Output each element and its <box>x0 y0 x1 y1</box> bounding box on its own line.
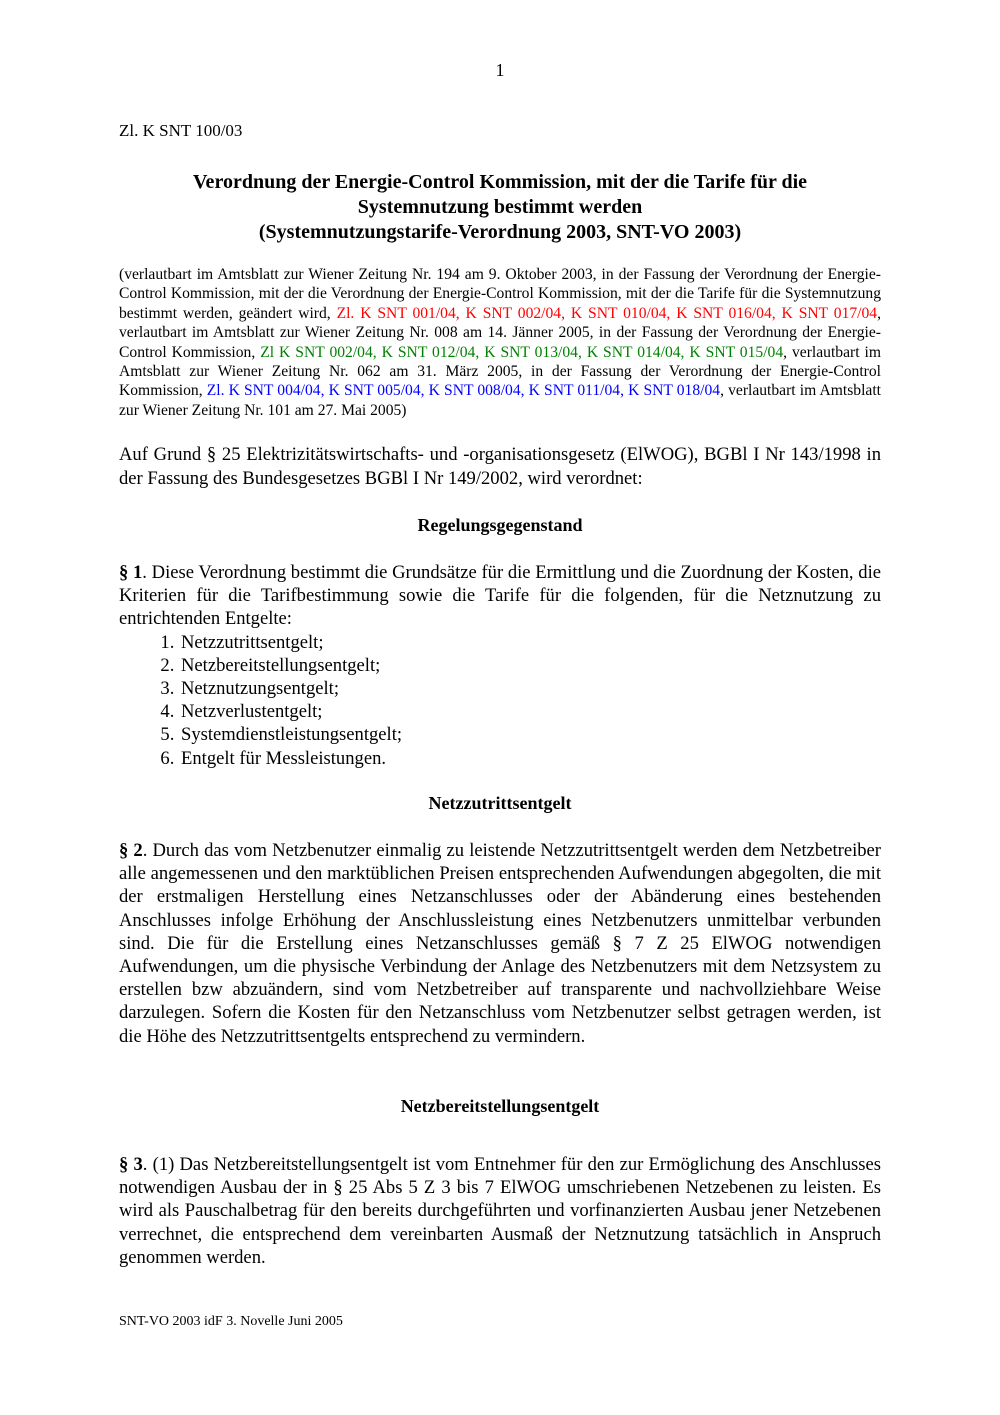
amendment-refs-red: Zl. K SNT 001/04, K SNT 002/04, K SNT 010/04, K SNT 016/04, K SNT 017/04 <box>336 304 878 322</box>
list-item: 6. Entgelt für Messleistungen. <box>179 747 881 770</box>
list-item: 4. Netzverlustentgelt; <box>179 700 881 723</box>
section-label: § 2 <box>119 840 143 861</box>
note-text: , verlautbart im Amtsblatt zur Wiener Zeitung Nr. 062 am 31. März 2005, in der Fassung der Verordnung der Energie-Control Kommission, <box>119 343 881 400</box>
amendment-refs-green: Zl K SNT 002/04, K SNT 012/04, K SNT 013/04, K SNT 014/04, K SNT 015/04 <box>260 343 784 361</box>
section-heading: Netzzutrittsentgelt <box>428 793 572 813</box>
section-2 <box>119 839 881 1048</box>
section-text: . (1) Das Netzbereitstellungsentgelt ist vom Entnehmer für den zur Ermöglichung des Anschlusses notwendigen Ausbau der in § 25 Abs 5 Z 3 bis 7 ElWOG umschriebenen Netzebenen zu leisten. Es wird als Pauschalbetrag für den bereits durchgeführten und vorfinanzierten Ausbau jener Netzebenen verrechnet, die entsprechend dem vereinbarten Ausmaß der Netznutzung tatsächlich in Anspruch genommen werden. <box>119 1154 882 1268</box>
list-item: 3. Netznutzungsentgelt; <box>179 677 881 700</box>
title-line-3: (Systemnutzungstarife-Verordnung 2003, SNT-VO 2003) <box>258 221 742 243</box>
note-text: , verlautbart im Amtsblatt zur Wiener Zeitung Nr. 008 am 14. Jänner 2005, in der Fassung der Verordnung der Energie-Control Kommission, <box>119 304 882 361</box>
note-text: (verlautbart im Amtsblatt zur Wiener Zeitung Nr. 194 am 9. Oktober 2003, in der Fassung der Verordnung der Energie-Control Kommission, mit der die Verordnung der Energie-Control Kommission, mit der die Tarife für die Systemnutzung bestimmt werden, geändert wird, <box>119 266 881 322</box>
section-text: . Diese Verordnung bestimmt die Grundsätze für die Ermittlung und die Zuordnung der Kosten, die Kriterien für die Tarifbestimmung sowie die Tarife für die folgenden, für die Netznutzung zu entrichtenden Entgelte: <box>119 562 881 630</box>
amendment-refs-blue: Zl. K SNT 004/04, K SNT 005/04, K SNT 008/04, K SNT 011/04, K SNT 018/04 <box>206 382 721 400</box>
reference-number: Zl. K SNT 100/03 <box>119 121 243 140</box>
list-item: 5. Systemdienstleistungsentgelt; <box>179 723 881 746</box>
page-footer: SNT-VO 2003 idF 3. Novelle Juni 2005 <box>119 1314 343 1329</box>
title-line-1: Verordnung der Energie-Control Kommission, mit der die Tarife für die <box>192 171 808 193</box>
section-1 <box>119 561 881 770</box>
note-text: , verlautbart im Amtsblatt zur Wiener Zeitung Nr. 101 am 27. Mai 2005) <box>119 382 881 419</box>
fee-list <box>119 631 881 770</box>
section-heading: Netzbereitstellungsentgelt <box>400 1096 600 1116</box>
section-3 <box>119 1153 881 1269</box>
publication-note <box>119 265 881 420</box>
title-line-2: Systemnutzung bestimmt werden <box>357 196 643 218</box>
list-item: 1. Netzzutrittsentgelt; <box>179 631 881 654</box>
list-item: 2. Netzbereitstellungsentgelt; <box>179 654 881 677</box>
preamble: Auf Grund § 25 Elektrizitätswirtschafts- und -organisationsgesetz (ElWOG), BGBl I Nr 143/1998 in der Fassung des Bundesgesetzes BGBl I Nr 149/2002, wird verordnet: <box>119 444 881 489</box>
section-heading: Regelungsgegenstand <box>417 515 583 535</box>
section-text: . Durch das vom Netzbenutzer einmalig zu leistende Netzzutrittsentgelt werden dem Netzbetreiber alle angemessenen und den marktüblichen Preisen entsprechenden Aufwendungen abgegolten, die mit der erstmaligen Herstellung eines Netzanschlusses oder der Abänderung eines bestehenden Anschlusses infolge Erhöhung der Anschlussleistung eines Netzbenutzers unmittelbar verbunden sind. Die für die Erstellung eines Netzanschlusses gemäß § 7 Z 25 ElWOG notwendigen Aufwendungen, um die physische Verbindung der Anlage des Netzbenutzers mit dem Netzsystem zu erstellen bzw abzuändern, sind vom Netzbetreiber auf transparente und nachvollziehbare Weise darzulegen. Sofern die Kosten für den Netzanschluss vom Netzbenutzer selbst getragen werden, ist die Höhe des Netzzutrittsentgelts entsprechend zu vermindern. <box>119 840 881 1047</box>
section-label: § 1 <box>119 562 143 583</box>
document-title <box>119 170 881 245</box>
section-label: § 3 <box>119 1154 143 1175</box>
page-number: 1 <box>495 60 505 80</box>
